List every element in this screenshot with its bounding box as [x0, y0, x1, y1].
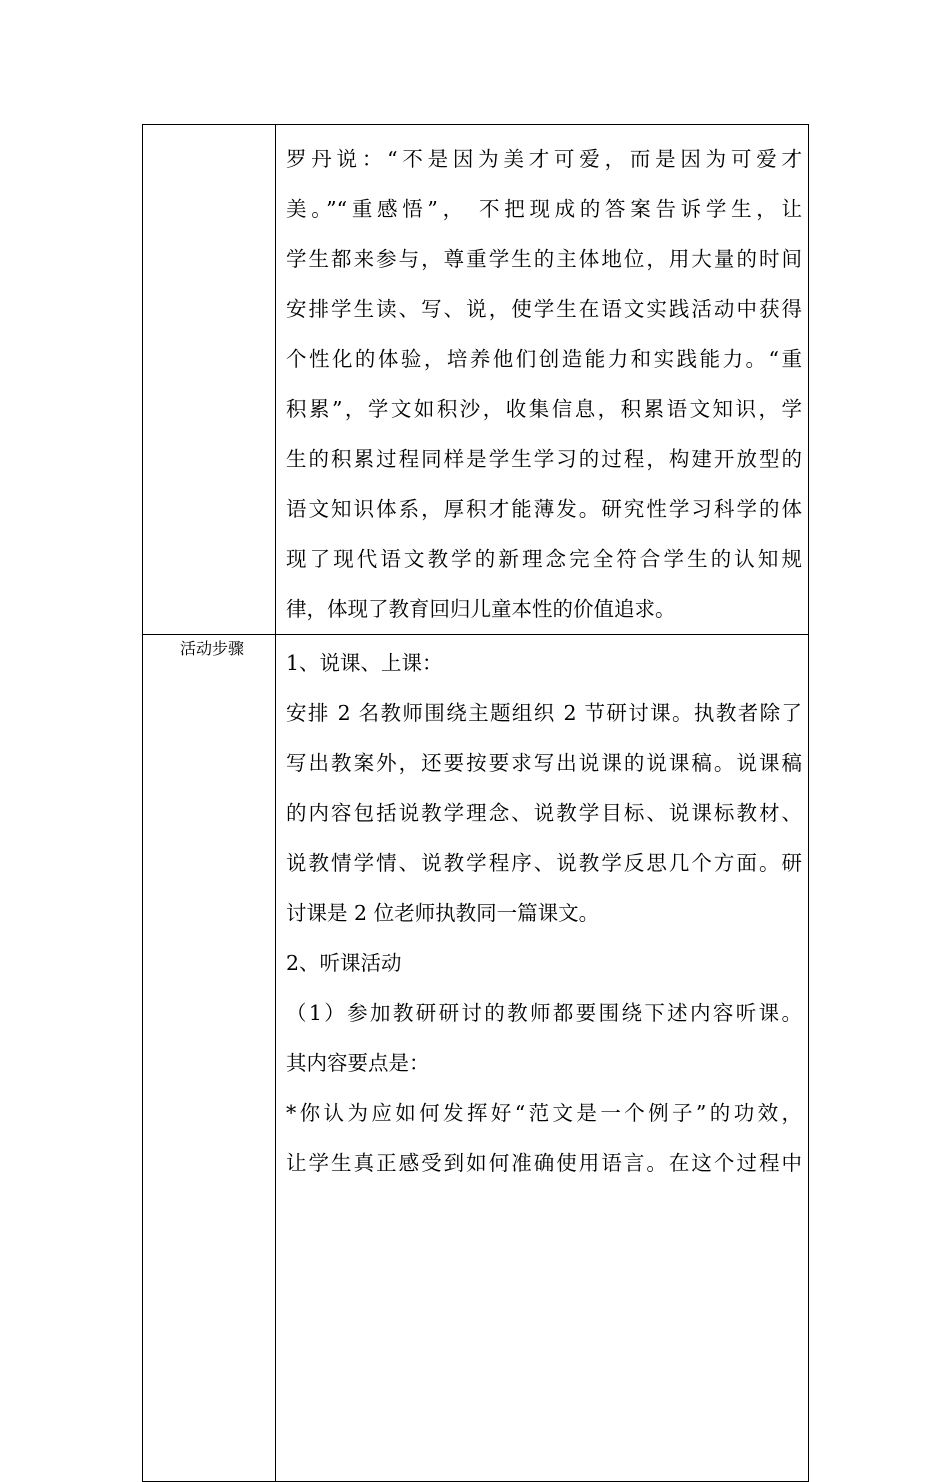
row-label-activity-steps: 活动步骤 — [179, 639, 244, 658]
text-line: 罗丹说：“不是因为美才可爱，而是因为可爱才 — [286, 147, 802, 171]
document-table — [142, 124, 809, 1482]
text-line: 让学生真正感受到如何准确使用语言。在这个过程中 — [286, 1151, 802, 1175]
section-heading: 2、听课活动 — [286, 951, 402, 975]
row-label-cell — [143, 635, 276, 1482]
text-line: 美。”“重感悟”， 不把现成的答案告诉学生，让 — [286, 197, 802, 221]
paragraph-block — [276, 125, 808, 634]
text-line: 的内容包括说教学理念、说教学目标、说课标教材、 — [286, 801, 802, 825]
text-line: （1）参加教研研讨的教师都要围绕下述内容听课。 — [286, 1001, 802, 1025]
text-line: 讨课是 2 位老师执教同一篇课文。 — [286, 901, 600, 925]
row-content-cell — [276, 125, 809, 635]
text-line: 个性化的体验，培养他们创造能力和实践能力。“重 — [286, 347, 802, 371]
text-line: 生的积累过程同样是学生学习的过程，构建开放型的 — [286, 447, 802, 471]
text-line: 安排学生读、写、说，使学生在语文实践活动中获得 — [286, 297, 802, 321]
text-line: 写出教案外，还要按要求写出说课的说课稿。说课稿 — [286, 751, 802, 775]
text-line: 语文知识体系，厚积才能薄发。研究性学习科学的体 — [286, 497, 802, 521]
section-heading: 1、说课、上课： — [286, 651, 443, 675]
text-line: *你认为应如何发挥好“范文是一个例子”的功效， — [286, 1101, 802, 1125]
row-label-cell — [143, 125, 276, 635]
text-line: 律，体现了教育回归儿童本性的价值追求。 — [286, 597, 676, 621]
text-line: 安排 2 名教师围绕主题组织 2 节研讨课。执教者除了 — [286, 701, 802, 725]
text-line: 说教情学情、说教学程序、说教学反思几个方面。研 — [286, 851, 802, 875]
row-content-cell — [276, 635, 809, 1482]
text-line: 其内容要点是： — [286, 1051, 430, 1075]
text-line: 现了现代语文教学的新理念完全符合学生的认知规 — [286, 547, 802, 571]
table-row — [143, 125, 809, 635]
paragraph-block — [276, 635, 808, 1188]
text-line: 学生都来参与，尊重学生的主体地位，用大量的时间 — [286, 247, 802, 271]
row-label — [143, 125, 275, 129]
text-line: 积累”，学文如积沙，收集信息，积累语文知识，学 — [286, 397, 802, 421]
table-row — [143, 635, 809, 1482]
